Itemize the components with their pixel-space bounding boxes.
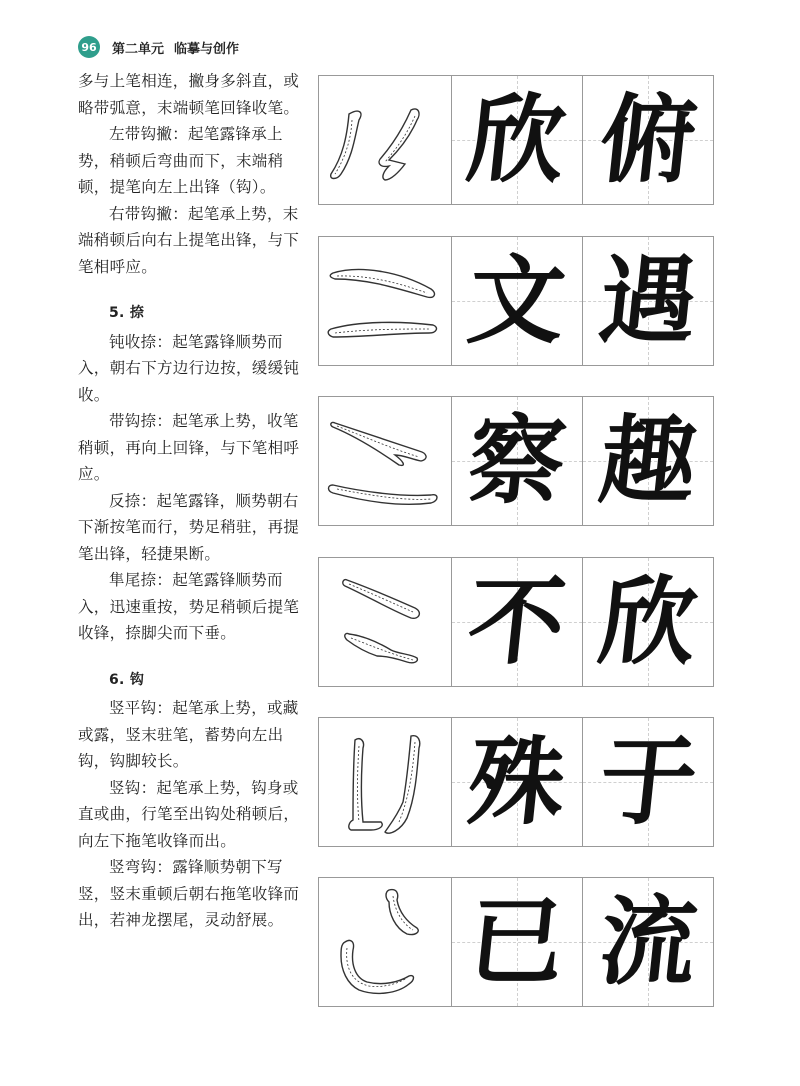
- paragraph: 反捺：起笔露锋，顺势朝右下渐按笔而行，势足稍驻，再提笔出锋，轻捷果断。: [78, 491, 300, 563]
- calligraphy-char: 流: [593, 886, 702, 998]
- char-cell: [452, 397, 582, 525]
- paragraph: 右带钩撇：起笔承上势，末端稍顿后向右上提笔出锋，与下笔相呼应。: [78, 204, 300, 276]
- paragraph: 竖平钩：起笔承上势，或藏或露，竖末驻笔，蓄势向左出钩，钩脚较长。: [78, 699, 299, 770]
- calligraphy-char: 趣: [593, 405, 702, 517]
- paragraph: 钝收捺：起笔露锋顺势而入，朝右下方边行边按，缓缓钝收。: [78, 332, 300, 404]
- stroke-diagram: [319, 76, 452, 204]
- na-stroke-icon: [319, 237, 453, 367]
- char-cell: [452, 558, 582, 686]
- char-cell: [583, 718, 713, 846]
- char-cell: [583, 237, 713, 365]
- char-cell: [583, 397, 713, 525]
- practice-row: [318, 75, 714, 205]
- paragraph: 竖弯钩：露锋顺势朝下写竖，竖末重顿后朝右拖笔收锋而出，若神龙摆尾，灵动舒展。: [78, 858, 300, 929]
- calligraphy-char: 于: [593, 726, 702, 838]
- paragraph: 带钩捺：起笔承上势，收笔稍顿，再向上回锋，与下笔相呼应。: [78, 412, 300, 483]
- calligraphy-char: 察: [463, 405, 571, 517]
- paragraph: 左带钩撇：起笔露锋承上势，稍顿后弯曲而下，末端稍顿，提笔向左上出锋（钩）。: [78, 125, 284, 196]
- practice-row: [318, 236, 714, 366]
- stroke-diagram: [319, 718, 452, 846]
- calligraphy-char: 遇: [593, 245, 702, 357]
- practice-row: [318, 717, 714, 847]
- stroke-diagram: [319, 397, 452, 525]
- unit-label: 第二单元: [112, 41, 165, 57]
- page-header: [78, 34, 239, 60]
- calligraphy-char: 殊: [463, 726, 571, 838]
- char-cell: [452, 237, 582, 365]
- calligraphy-char: 文: [463, 245, 571, 357]
- reverse-na-stroke-icon: [319, 558, 453, 688]
- char-cell: [583, 76, 713, 204]
- calligraphy-char: 欣: [463, 84, 571, 196]
- vertical-bent-hook-stroke-icon: [319, 878, 453, 1008]
- practice-row: [318, 396, 714, 526]
- left-right-hook-pie-stroke-icon: [319, 76, 453, 206]
- stroke-diagram: [319, 878, 452, 1006]
- calligraphy-char: 已: [463, 886, 571, 998]
- paragraph: 竖钩：起笔承上势，钩身或直或曲，行笔至出钩处稍顿后，向左下拖笔收锋而出。: [78, 778, 300, 850]
- calligraphy-char: 不: [463, 566, 571, 678]
- char-cell: [583, 558, 713, 686]
- chapter-title: 临摹与创作: [174, 41, 240, 57]
- char-cell: [452, 76, 582, 204]
- section-heading: 6. 钩: [109, 671, 145, 688]
- stroke-diagram: [319, 237, 452, 365]
- text-column: [78, 68, 300, 934]
- section-heading: 5. 捺: [109, 305, 145, 321]
- vertical-hook-stroke-icon: [319, 718, 453, 848]
- char-cell: [452, 878, 582, 1006]
- char-cell: [452, 718, 582, 846]
- char-cell: [583, 878, 713, 1006]
- paragraph: 多与上笔相连，撇身多斜直，或略带弧意，末端顿笔回锋收笔。: [78, 72, 300, 117]
- paragraph: 隼尾捺：起笔露锋顺势而入，迅速重按，势足稍顿后提笔收锋，捺脚尖而下垂。: [78, 571, 300, 642]
- practice-row: [318, 557, 714, 687]
- stroke-diagram: [319, 558, 452, 686]
- hook-na-stroke-icon: [319, 397, 453, 527]
- running-header: [112, 38, 239, 57]
- calligraphy-char: 欣: [593, 566, 702, 678]
- practice-row: [318, 877, 714, 1007]
- page-number: 96: [78, 36, 100, 58]
- calligraphy-char: 俯: [593, 84, 702, 196]
